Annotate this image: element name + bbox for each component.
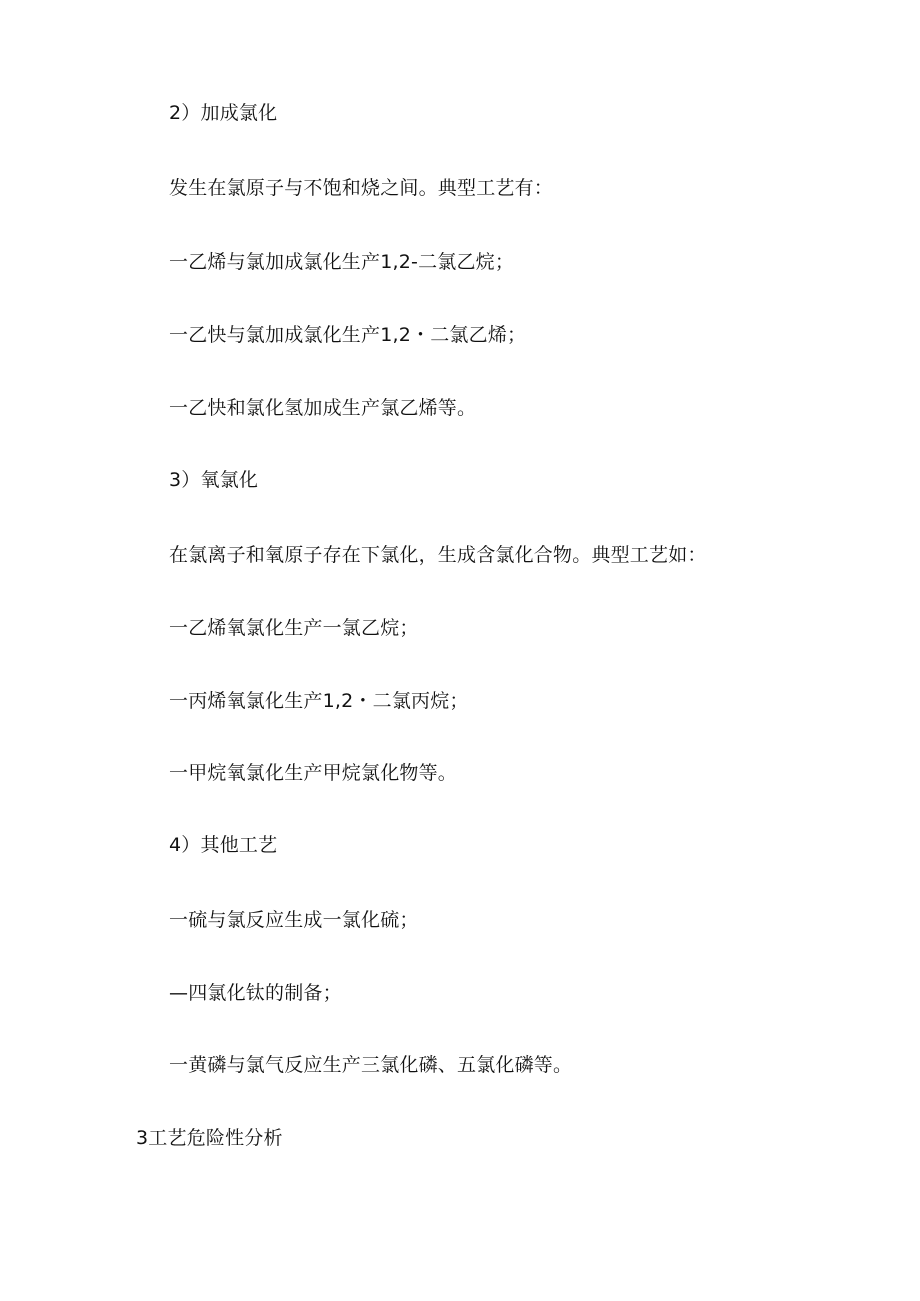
- list-item: 一乙快与氯加成氯化生产1,2・二氯乙烯；: [169, 324, 527, 346]
- list-item: 一丙烯氧氯化生产1,2・二氯丙烷；: [169, 690, 469, 712]
- list-item: 一乙烯氧氯化生产一氯乙烷；: [169, 617, 419, 639]
- list-item: 一乙快和氯化氢加成生产氯乙烯等。: [169, 397, 477, 419]
- section-heading-other-processes: 4）其他工艺: [169, 834, 278, 856]
- section-heading-addition-chlorination: 2）加成氯化: [169, 102, 278, 124]
- paragraph-oxychlorination-description: 在氯离子和氧原子存在下氯化，生成含氯化合物。典型工艺如：: [169, 544, 707, 566]
- list-item: 一硫与氯反应生成一氯化硫；: [169, 909, 419, 931]
- list-item: —四氯化钛的制备；: [169, 982, 342, 1004]
- section-heading-hazard-analysis: 3工艺危险性分析: [136, 1127, 283, 1149]
- section-heading-oxychlorination: 3）氧氯化: [169, 469, 259, 491]
- list-item: 一甲烷氧氯化生产甲烷氯化物等。: [169, 762, 458, 784]
- paragraph-addition-description: 发生在氯原子与不饱和烧之间。典型工艺有：: [169, 177, 554, 199]
- list-item: 一乙烯与氯加成氯化生产1,2-二氯乙烷；: [169, 251, 515, 273]
- list-item: 一黄磷与氯气反应生产三氯化磷、五氯化磷等。: [169, 1054, 573, 1076]
